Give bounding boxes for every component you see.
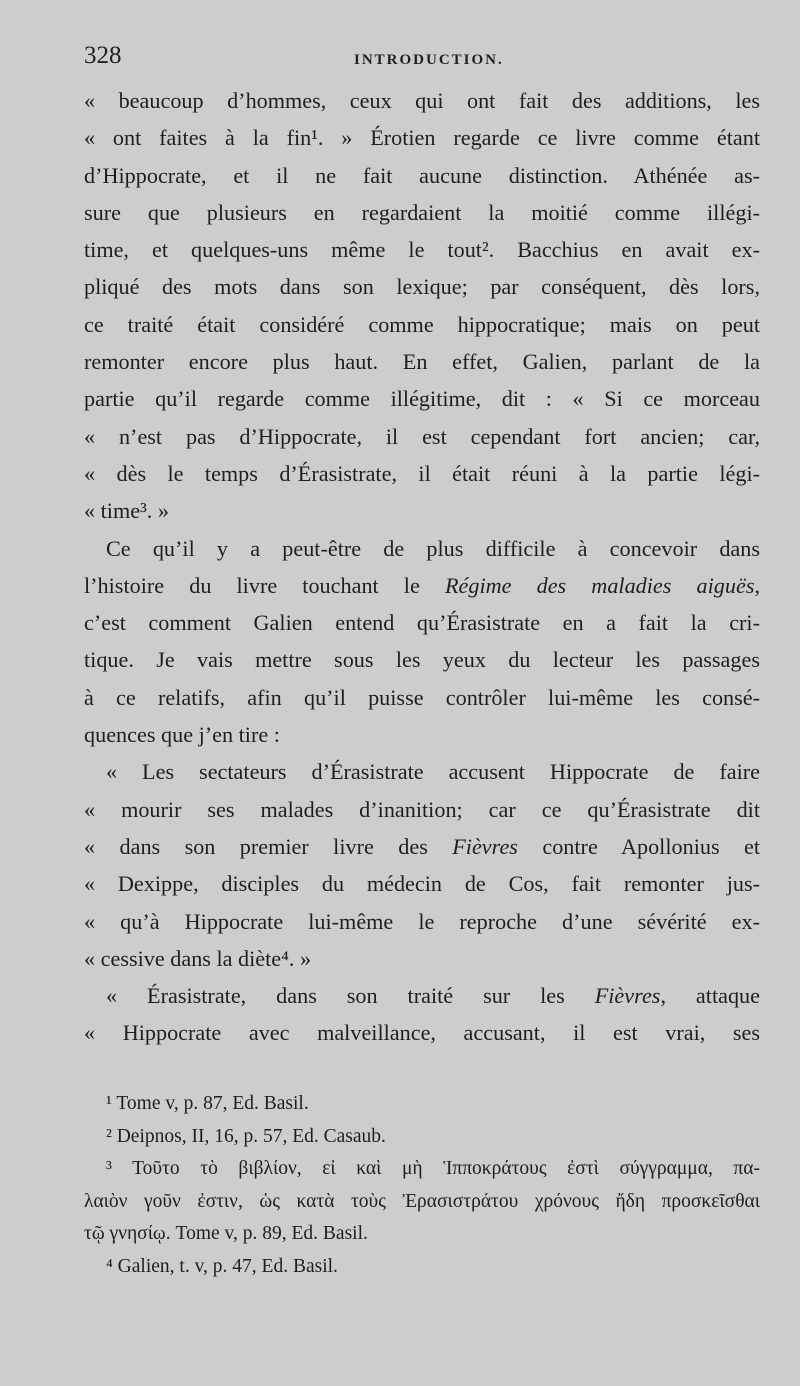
text-line: ce traité était considéré comme hippocratique; mais on peut: [84, 311, 760, 337]
italic-title: Fièvres: [594, 983, 661, 1009]
footnote-line: ⁴ Galien, t. v, p. 47, Ed. Basil.: [106, 1255, 338, 1277]
text-line: pliqué des mots dans son lexique; par conséquent, dès lors,: [84, 274, 760, 300]
text-line: « Les sectateurs d’Érasistrate accusent Hippocrate de faire: [106, 759, 760, 785]
text-line: « Hippocrate avec malveillance, accusant, il est vrai, ses: [84, 1020, 760, 1046]
italic-title: Régime des maladies aiguës: [444, 572, 755, 598]
text-line: « ont faites à la fin¹. » Érotien regarde ce livre comme étant: [84, 125, 760, 151]
text-line: time, et quelques-uns même le tout². Bacchius en avait ex-: [84, 237, 760, 263]
page-header: [84, 42, 760, 78]
text-line: à ce relatifs, afin qu’il puisse contrôler lui-même les consé-: [84, 684, 760, 710]
text-line: quences que j’en tire :: [84, 722, 280, 748]
text-line: « dès le temps d’Érasistrate, il était réuni à la partie légi-: [84, 460, 760, 486]
text-line: « mourir ses malades d’inanition; car ce qu’Érasistrate dit: [84, 796, 760, 822]
text-line: partie qu’il regarde comme illégitime, dit : « Si ce morceau: [84, 386, 760, 412]
text-line: c’est comment Galien entend qu’Érasistrate en a fait la cri-: [84, 610, 760, 636]
footnote-line: τῷ γνησίῳ. Tome v, p. 89, Ed. Basil.: [84, 1223, 368, 1244]
text-line: « time³. »: [84, 498, 169, 524]
text-line: l’histoire du livre touchant le Régime des maladies aiguës,: [84, 572, 760, 598]
text-line: « dans son premier livre des Fièvres contre Apollonius et: [84, 833, 760, 859]
text-line: remonter encore plus haut. En effet, Galien, parlant de la: [84, 349, 760, 375]
text-line: Ce qu’il y a peut-être de plus difficile à concevoir dans: [106, 535, 760, 561]
text-line: « beaucoup d’hommes, ceux qui ont fait des additions, les: [84, 88, 760, 113]
text-line: « Dexippe, disciples du médecin de Cos, fait remonter jus-: [84, 871, 760, 897]
footnotes: [84, 1088, 760, 1283]
footnote-line: ² Deipnos, II, 16, p. 57, Ed. Casaub.: [106, 1125, 386, 1147]
text-line: sure que plusieurs en regardaient la moitié comme illégi-: [84, 199, 760, 225]
text-line: tique. Je vais mettre sous les yeux du lecteur les passages: [84, 647, 760, 673]
text-line: « n’est pas d’Hippocrate, il est cependant fort ancien; car,: [84, 423, 760, 449]
text-line: « qu’à Hippocrate lui-même le reproche d’une sévérité ex-: [84, 908, 760, 934]
text-line: d’Hippocrate, et il ne fait aucune distinction. Athénée as-: [84, 162, 760, 188]
text-line: « cessive dans la diète⁴. »: [84, 945, 312, 971]
footnote-line: ¹ Tome v, p. 87, Ed. Basil.: [106, 1093, 309, 1114]
footnote-line: λαιὸν γοῦν ἐστιν, ὡς κατὰ τοὺς Ἐρασιστράτου χρόνους ἤδη προσκεῖσθαι: [84, 1190, 760, 1212]
footnote-line: ³ Τοῦτο τὸ βιβλίον, εἰ καὶ μὴ Ἱπποκράτους ἐστὶ σύγγραμμα, πα-: [106, 1158, 760, 1179]
main-text: [84, 82, 760, 1052]
running-title: INTRODUCTION.: [354, 52, 504, 68]
page-number: 328: [84, 42, 122, 69]
text-line: « Érasistrate, dans son traité sur les Fièvres, attaque: [106, 983, 760, 1009]
italic-title: Fièvres: [452, 833, 518, 859]
